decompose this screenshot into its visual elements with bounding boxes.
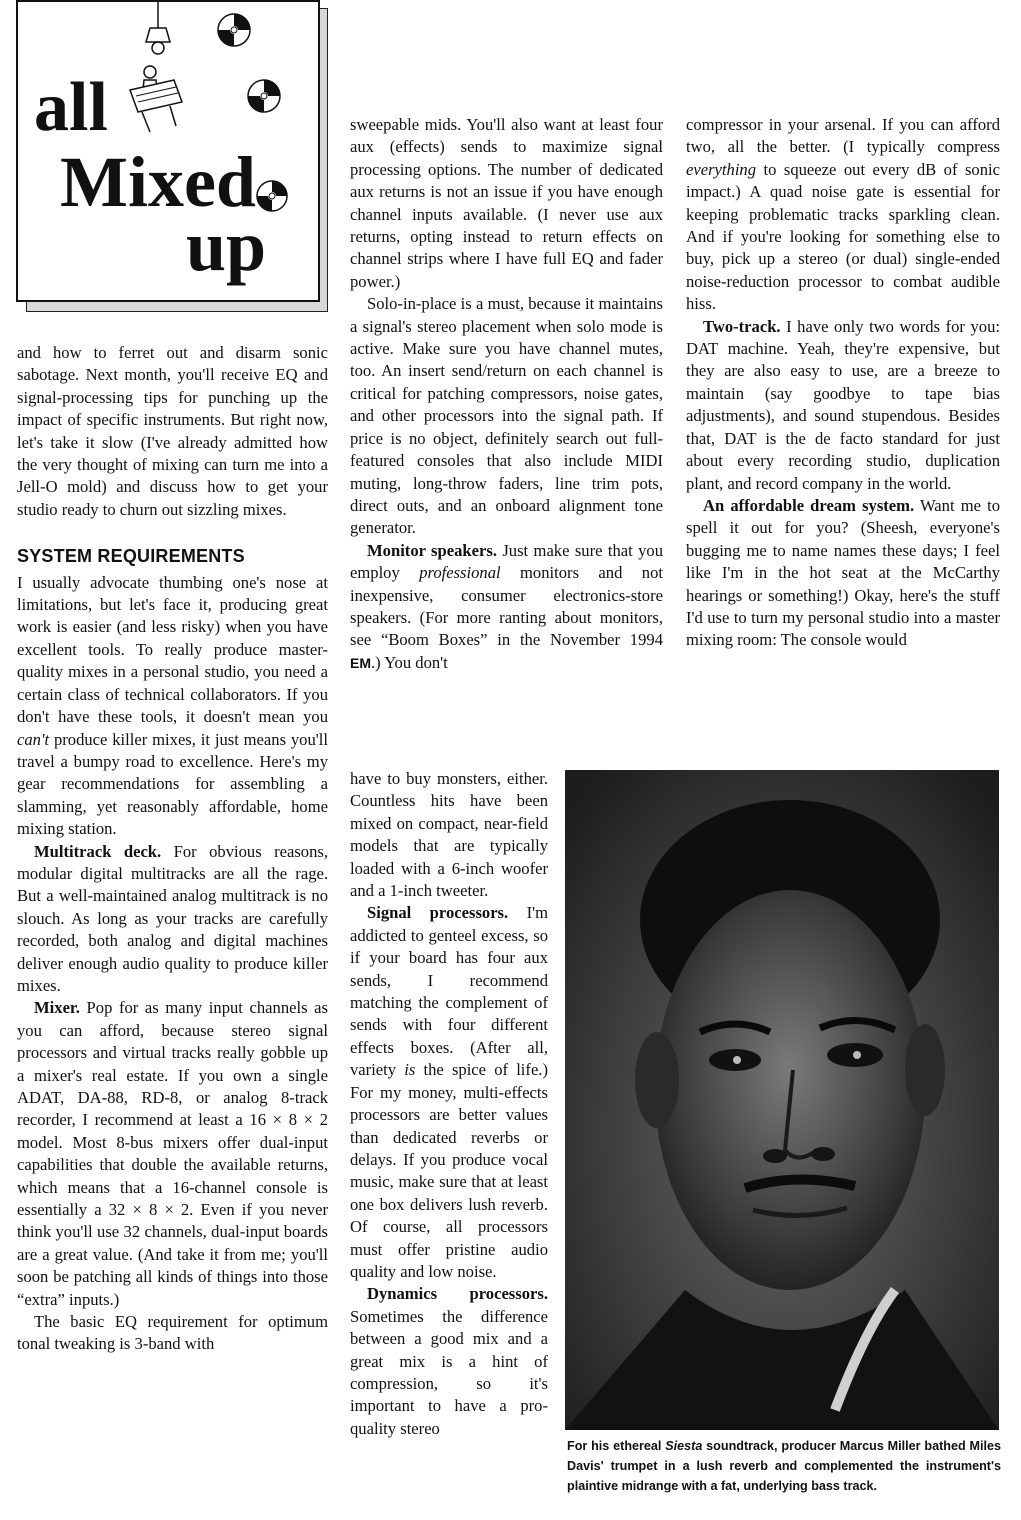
- paragraph-compressor: compressor in your arsenal. If you can afford two, all the better. (I typically compress everything to squeeze out every dB of sonic impact.) A quad noise gate is essential for keeping problematic tracks sparkling clean. And if you're looking for something else to buy, pick up a stereo (or dual) single-ended noise-reduction processor to combat audible hiss.: [686, 115, 1000, 314]
- paragraph-intro: and how to ferret out and disarm sonic sabotage. Next month, you'll receive EQ and signal-processing tips for punching up the impact of specific instruments. But right now, let's take it slow (I've already admitted how the very thought of mixing can turn me into a Jell-O mold) and discuss how to get your studio ready to churn out sizzling mixes.: [17, 343, 328, 519]
- column-2-narrow: [350, 768, 548, 1440]
- column-3: [686, 114, 1000, 652]
- paragraph-solo: Solo-in-place is a must, because it maintains a signal's stereo placement when solo mode is active. Make sure you have channel mutes, too. An insert send/return on each channel is critical for patching compressors, noise gates, and other processors into the signal path. If price is no object, definitely search out full-featured consoles that also include MIDI muting, long-throw faders, line trim pots, direct outs, and an onboard alignment tone generator.: [350, 294, 663, 538]
- portrait-image: [565, 770, 999, 1430]
- paragraph-monitor: Monitor speakers. Just make sure that you employ professional monitors and not inexpensive, consumer electronics-store speakers. (For more ranting about monitors, see “Boom Boxes” in the November 1994 EM.) You don't: [350, 540, 663, 672]
- paragraph-sweepable: sweepable mids. You'll also want at least four aux (effects) sends to maximize signal processing options. The number of dedicated aux returns is not an issue if you have enough channel inputs available. (I never use aux returns, opting instead to return effects on channel strips where I have full EQ and fader power.): [350, 115, 663, 291]
- paragraph-mixer: Mixer. Pop for as many input channels as you can afford, because stereo signal processors and virtual tracks really gobble up a mixer's real estate. If you own a single ADAT, DA-88, RD-8, or analog 8-track recorder, I recommend at least a 16 × 8 × 2 model. Most 8-bus mixers offer dual-input capabilities that double the available returns, which means that a 16-channel console is essentially a 32 × 8 × 2. Even if you never think you'll use 32 channels, dual-input boards are a great value. (And take it from me; you'll soon be patching all kinds of things into those “extra” inputs.): [17, 998, 328, 1309]
- column-1: [17, 342, 328, 1356]
- paragraph-dream: An affordable dream system. Want me to spell it out for you? (Sheesh, everyone's bugging me to name names these days; I feel like I'm in the hot seat at the McCarthy hearings or something!) Okay, here's the stuff I'd use to turn my personal studio into a master mixing room: The console would: [686, 495, 1000, 650]
- paragraph-eq: The basic EQ requirement for optimum tonal tweaking is 3-band with: [17, 1312, 328, 1354]
- article-logo: [16, 0, 320, 302]
- paragraph-system: I usually advocate thumbing one's nose at limitations, but let's face it, producing great work is easier (and less risky) when you have excellent tools. To really produce master-quality mixes in a personal studio, you need a certain class of technical collaborators. If you don't have these tools, it doesn't mean you can't produce killer mixes, it just means you'll travel a bumpy road to excellence. Here's my gear recommendations for assembling a slamming, yet reasonably affordable, home mixing station.: [17, 572, 328, 839]
- column-2: [350, 114, 663, 674]
- paragraph-signal: Signal processors. I'm addicted to genteel excess, so if your board has four aux sends, I recommend matching the complement of sends with four different effects boxes. (After all, variety is the spice of life.) For my money, multi-effects processors are better values than dedicated reverbs or delays. If you produce vocal music, make sure that at least one box delivers lush reverb. Of course, all processors must offer pristine audio quality and low noise.: [350, 903, 548, 1281]
- logo-word-up: up: [186, 206, 267, 286]
- paragraph-multitrack: Multitrack deck. For obvious reasons, modular digital multitracks are all the rage. But a well-maintained analog multitrack is no slouch. As long as your tracks are carefully recorded, both analog and digital machines deliver enough audio quality to produce killer mixes.: [17, 841, 328, 995]
- lamp-icon: [146, 28, 170, 42]
- portrait-photo: [565, 770, 999, 1430]
- logo-word-all: all: [34, 69, 108, 146]
- paragraph-twotrack: Two-track. I have only two words for you: DAT machine. Yeah, they're expensive, but they are also easy to use, are a breeze to maintain (say goodbye to tape bias adjustments), and sound stupendous. Besides that, DAT is the de facto standard for just about every recording studio, duplication plant, and record company in the world.: [686, 316, 1000, 493]
- section-heading: SYSTEM REQUIREMENTS: [17, 546, 245, 567]
- mixing-figure-icon: [130, 66, 182, 132]
- cd-icon: [218, 14, 250, 46]
- logo-art: [18, 2, 318, 300]
- cd-icon: [248, 80, 280, 112]
- paragraph-dynamics: Dynamics processors. Sometimes the difference between a good mix and a great mix is a hint of compression, so it's important to have a pro-quality stereo: [350, 1284, 548, 1438]
- logo-word-mixed: Mixed: [60, 142, 256, 222]
- paragraph-monsters: have to buy monsters, either. Countless hits have been mixed on compact, near-field models that are typically loaded with a 6-inch woofer and a 1-inch tweeter.: [350, 769, 548, 901]
- photo-caption: For his ethereal Siesta soundtrack, producer Marcus Miller bathed Miles Davis' trumpet in a lush reverb and complemented the instrument's plaintive midrange with a fat, underlying bass track.: [567, 1439, 1001, 1493]
